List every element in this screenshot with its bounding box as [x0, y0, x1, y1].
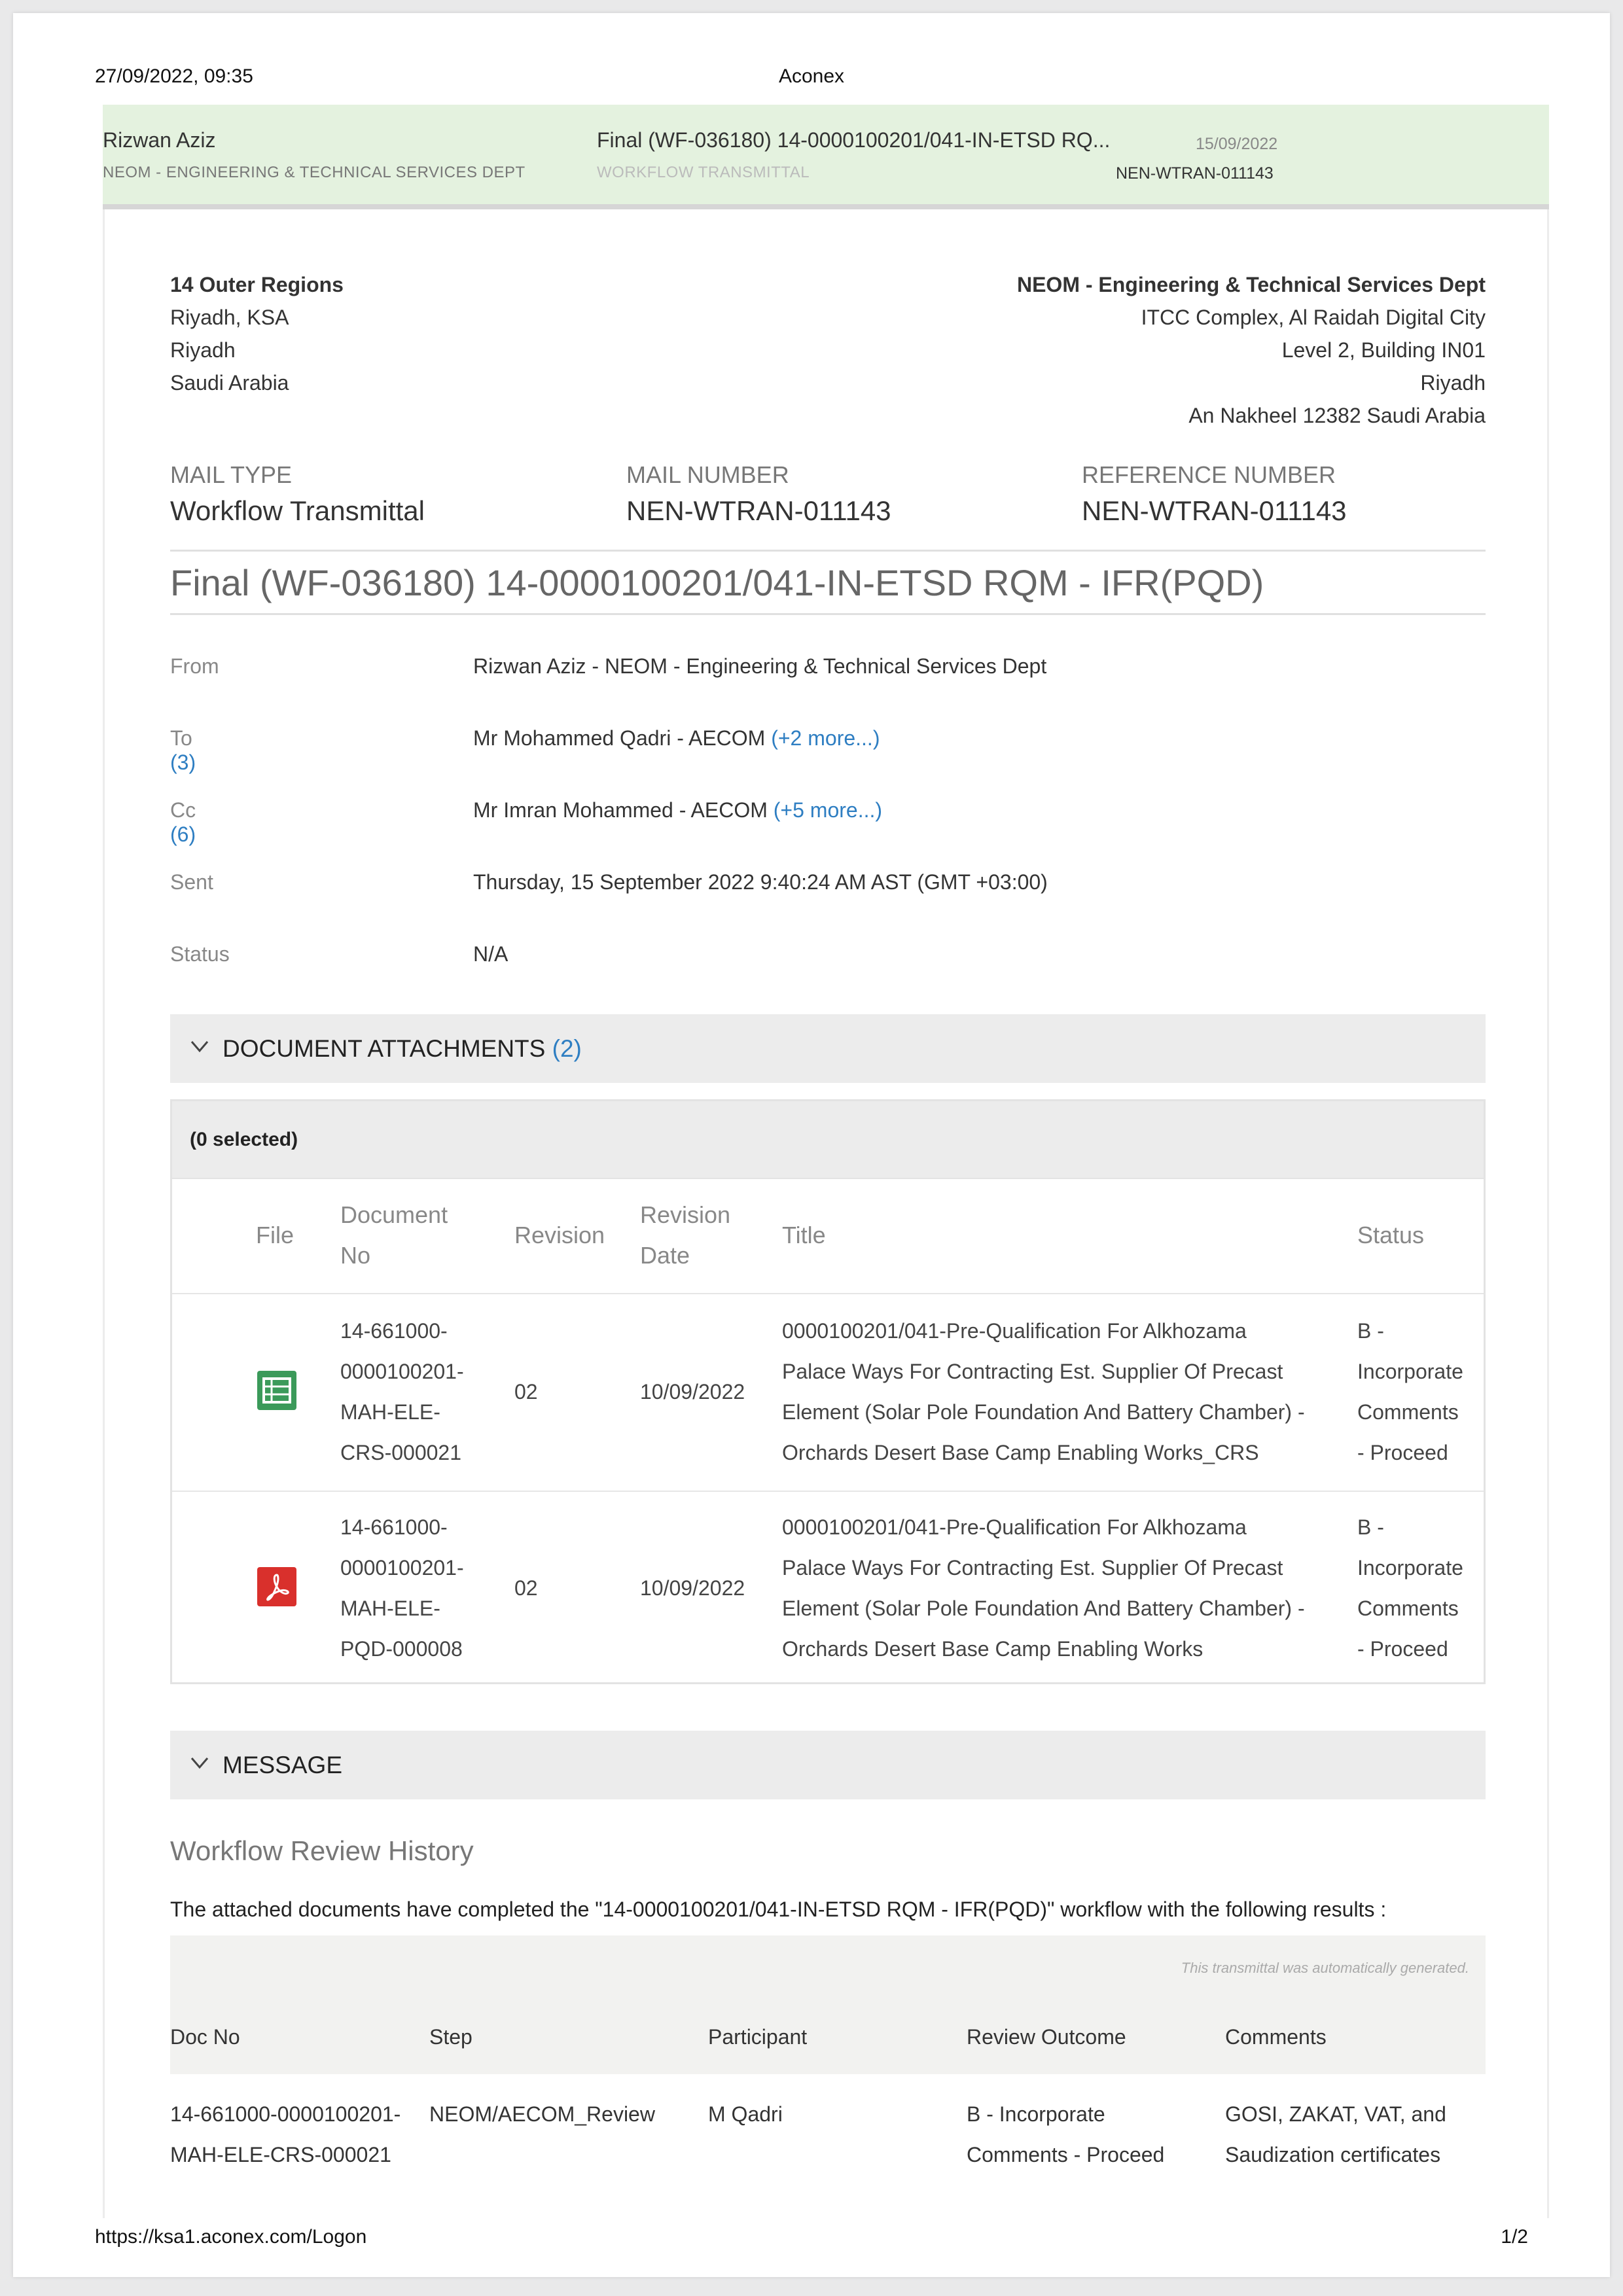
revision-date-cell: 10/09/2022: [640, 1576, 745, 1600]
review-outcome-line: Comments - Proceed: [967, 2143, 1165, 2166]
review-col-step: Step: [429, 2025, 473, 2049]
to-count-link[interactable]: (3): [170, 751, 196, 774]
message-section-label: MESSAGE: [223, 1752, 342, 1778]
review-step-cell: NEOM/AECOM_Review: [429, 2102, 655, 2126]
sent-value: Thursday, 15 September 2022 9:40:24 AM AST (GMT +03:00): [473, 870, 1048, 894]
review-outcome-line: B - Incorporate: [967, 2102, 1105, 2126]
print-header: [95, 65, 1528, 92]
title-line: Element (Solar Pole Foundation And Battery Chamber) -: [782, 1400, 1305, 1424]
col-header-doc-no-line: Document: [340, 1201, 448, 1228]
spreadsheet-icon[interactable]: [256, 1369, 298, 1411]
mail-sender-department: NEOM - ENGINEERING & TECHNICAL SERVICES DEPT: [103, 164, 526, 181]
review-col-participant: Participant: [708, 2025, 808, 2049]
mail-number-value: NEN-WTRAN-011143: [626, 495, 891, 526]
auto-generated-note: This transmittal was automatically generated.: [1181, 1960, 1469, 1976]
col-header-rev-date-line: Revision: [640, 1201, 731, 1228]
sender-address: [170, 268, 344, 399]
organization-address: [1017, 268, 1486, 432]
mail-number-block: [626, 461, 891, 527]
mail-subject[interactable]: Final (WF-036180) 14-0000100201/041-IN-ETSD RQ...: [597, 128, 1111, 152]
review-participant-cell: M Qadri: [708, 2102, 783, 2126]
address-line: Riyadh: [1420, 371, 1486, 395]
review-doc-no-cell: [170, 2094, 401, 2175]
status-line: - Proceed: [1357, 1637, 1448, 1661]
attachments-count: (2): [552, 1035, 582, 1062]
cc-label-group: [170, 798, 196, 847]
review-doc-no-line: MAH-ELE-CRS-000021: [170, 2143, 391, 2166]
title-line: Palace Ways For Contracting Est. Supplier Of Precast: [782, 1556, 1283, 1580]
doc-no-line: CRS-000021: [340, 1441, 461, 1464]
address-line: 14 Outer Regions: [170, 273, 344, 296]
col-header-rev-date-line: Date: [640, 1242, 690, 1269]
cc-more-link[interactable]: (+5 more...): [773, 798, 883, 822]
doc-no-line: 14-661000-: [340, 1319, 448, 1343]
title-line: 0000100201/041-Pre-Qualification For Alkhozama: [782, 1515, 1247, 1539]
address-line: Riyadh: [170, 338, 236, 362]
status-value: N/A: [473, 942, 508, 966]
address-line: Level 2, Building IN01: [1281, 338, 1486, 362]
doc-no-cell[interactable]: [340, 1311, 464, 1473]
to-label-group: [170, 726, 196, 775]
attachments-table: [170, 1099, 1486, 1684]
mail-type-value: Workflow Transmittal: [170, 495, 425, 526]
title-line: Palace Ways For Contracting Est. Supplier Of Precast: [782, 1360, 1283, 1383]
doc-no-line: 0000100201-: [340, 1360, 464, 1383]
review-comments-cell: [1225, 2094, 1446, 2175]
mail-date: 15/09/2022: [1196, 135, 1278, 153]
title-line: Orchards Desert Base Camp Enabling Works_CRS: [782, 1441, 1259, 1464]
title-cell: [782, 1311, 1305, 1473]
to-label: To: [170, 726, 192, 750]
review-col-outcome: Review Outcome: [967, 2025, 1126, 2049]
col-header-doc-no-line: No: [340, 1242, 371, 1269]
table-header: [172, 1178, 1484, 1294]
print-timestamp: 27/09/2022, 09:35: [95, 65, 253, 87]
address-line: NEOM - Engineering & Technical Services Dept: [1016, 273, 1486, 296]
status-label: Status: [170, 942, 230, 966]
mail-number-label: MAIL NUMBER: [626, 461, 789, 488]
reference-number-block: [1082, 461, 1347, 527]
mail-body: [103, 209, 1549, 2218]
mail-sender: Rizwan Aziz: [103, 128, 216, 152]
from-value: Rizwan Aziz - NEOM - Engineering & Technical Services Dept: [473, 654, 1047, 678]
attachments-section-toggle[interactable]: [170, 1014, 1486, 1083]
reference-number-value: NEN-WTRAN-011143: [1082, 495, 1347, 526]
doc-no-line: 0000100201-: [340, 1556, 464, 1580]
status-line: B -: [1357, 1319, 1384, 1343]
table-row[interactable]: [172, 1491, 1484, 1687]
status-line: Incorporate: [1357, 1556, 1463, 1580]
review-outcome-cell: [967, 2094, 1164, 2175]
review-doc-no-line: 14-661000-0000100201-: [170, 2102, 401, 2126]
col-header-status[interactable]: Status: [1357, 1222, 1425, 1248]
mail-type-label: MAIL TYPE: [170, 461, 293, 488]
cc-label: Cc: [170, 798, 196, 822]
mail-type-block: [170, 461, 425, 527]
status-line: - Proceed: [1357, 1441, 1448, 1464]
selection-bar: [172, 1101, 1484, 1179]
to-value-group: [473, 726, 880, 751]
review-history-title: Workflow Review History: [170, 1835, 474, 1866]
mail-summary-bar[interactable]: [103, 105, 1549, 209]
sent-label: Sent: [170, 870, 213, 894]
status-line: Comments: [1357, 1400, 1459, 1424]
print-url: https://ksa1.aconex.com/Logon: [95, 2226, 367, 2248]
selected-count: (0 selected): [190, 1129, 298, 1150]
chevron-down-icon: [188, 1752, 211, 1774]
col-header-revision[interactable]: Revision: [514, 1222, 605, 1248]
review-comments-line: GOSI, ZAKAT, VAT, and: [1225, 2102, 1446, 2126]
revision-date-cell: 10/09/2022: [640, 1380, 745, 1404]
status-line: B -: [1357, 1515, 1384, 1539]
table-row[interactable]: [172, 1294, 1484, 1492]
review-col-comments: Comments: [1225, 2025, 1327, 2049]
review-table-header: [170, 1935, 1486, 2074]
chevron-down-icon: [188, 1035, 211, 1057]
mail-type-tag: WORKFLOW TRANSMITTAL: [597, 164, 810, 181]
message-section-toggle[interactable]: [170, 1731, 1486, 1799]
doc-no-cell[interactable]: [340, 1507, 464, 1669]
revision-cell: 02: [514, 1576, 538, 1600]
pdf-icon[interactable]: [256, 1566, 298, 1608]
cc-count-link[interactable]: (6): [170, 822, 196, 846]
col-header-title[interactable]: Title: [782, 1222, 826, 1248]
title-cell: [782, 1507, 1305, 1669]
address-line: ITCC Complex, Al Raidah Digital City: [1141, 306, 1486, 329]
col-header-doc-no[interactable]: [340, 1195, 448, 1276]
status-cell: [1357, 1507, 1463, 1669]
print-site-name: Aconex: [778, 65, 845, 87]
cc-value: Mr Imran Mohammed - AECOM: [473, 798, 768, 822]
revision-cell: 02: [514, 1380, 538, 1404]
review-intro-text: The attached documents have completed the "14-0000100201/041-IN-ETSD RQM - IFR(PQD)" workflow with the following results :: [170, 1898, 1387, 1921]
title-line: Element (Solar Pole Foundation And Battery Chamber) -: [782, 1597, 1305, 1620]
attachments-section-label: DOCUMENT ATTACHMENTS: [223, 1035, 546, 1062]
doc-no-line: MAH-ELE-: [340, 1597, 440, 1620]
col-header-file[interactable]: File: [256, 1222, 294, 1248]
col-header-revision-date[interactable]: [640, 1195, 730, 1276]
status-line: Comments: [1357, 1597, 1459, 1620]
status-line: Incorporate: [1357, 1360, 1463, 1383]
doc-no-line: MAH-ELE-: [340, 1400, 440, 1424]
page-title: Final (WF-036180) 14-0000100201/041-IN-ETSD RQM - IFR(PQD): [170, 550, 1486, 615]
print-page: [13, 13, 1610, 2277]
print-page-number: 1/2: [1501, 2226, 1528, 2248]
to-value: Mr Mohammed Qadri - AECOM: [473, 726, 766, 750]
address-line: Riyadh, KSA: [170, 306, 289, 329]
title-line: 0000100201/041-Pre-Qualification For Alkhozama: [782, 1319, 1247, 1343]
from-label: From: [170, 654, 219, 678]
address-line: An Nakheel 12382 Saudi Arabia: [1188, 404, 1486, 427]
review-col-doc-no: Doc No: [170, 2025, 240, 2049]
review-comments-line: Saudization certificates: [1225, 2143, 1441, 2166]
to-more-link[interactable]: (+2 more...): [771, 726, 880, 750]
status-cell: [1357, 1311, 1463, 1473]
address-line: Saudi Arabia: [170, 371, 289, 395]
title-line: Orchards Desert Base Camp Enabling Works: [782, 1637, 1204, 1661]
reference-number-label: REFERENCE NUMBER: [1082, 461, 1336, 488]
cc-value-group: [473, 798, 882, 822]
mail-number: NEN-WTRAN-011143: [1116, 164, 1274, 183]
doc-no-line: 14-661000-: [340, 1515, 448, 1539]
mail-meta: [170, 461, 1486, 533]
doc-no-line: PQD-000008: [340, 1637, 463, 1661]
